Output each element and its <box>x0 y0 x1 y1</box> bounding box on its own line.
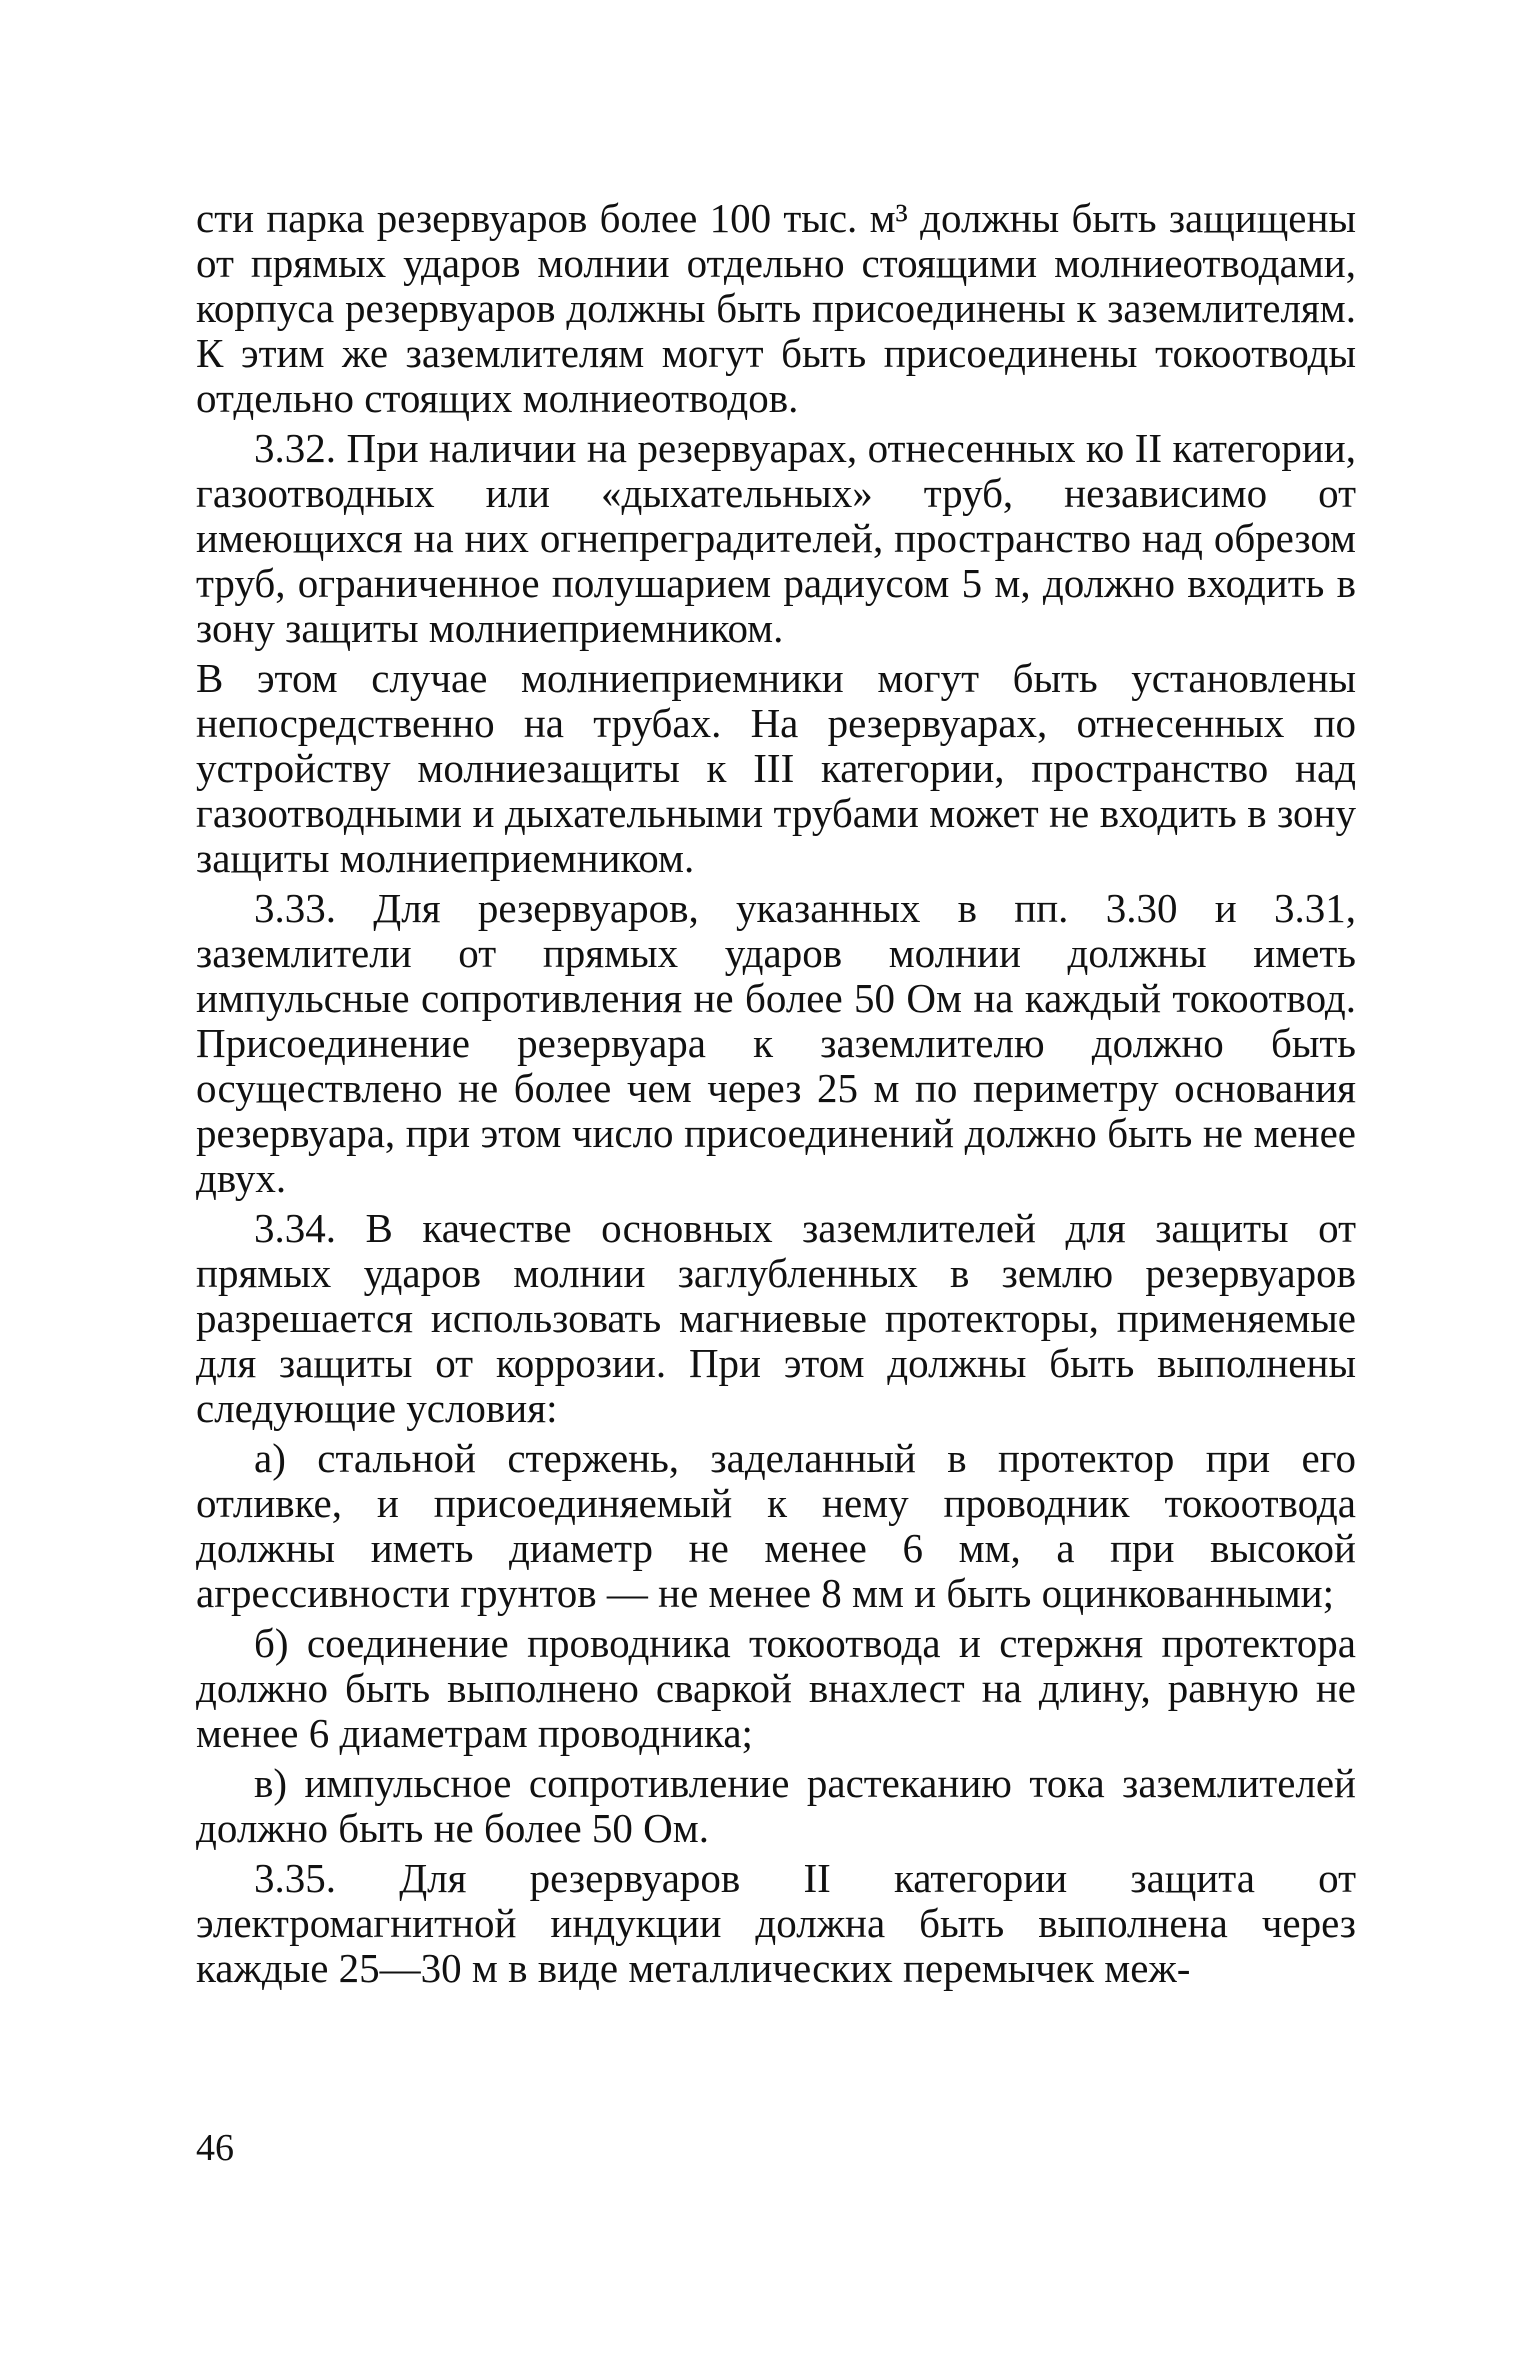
list-item-b: б) соединение проводника токоотвода и стержня протектора должно быть выполнено сваркой внахлест на длину, равную не менее 6 диаметрам проводника; <box>196 1620 1356 1756</box>
paragraph-3-32-cont: В этом случае молниеприемники могут быть установлены непосредственно на трубах. На резервуарах, отнесенных по устройству молниезащиты к III категории, пространство над газоотводными и дыхательными трубами может не входить в зону защиты молниеприемником. <box>196 655 1356 881</box>
paragraph-3-34: 3.34. В качестве основных заземлителей для защиты от прямых ударов молнии заглубленных в землю резервуаров разрешается использовать магниевые протекторы, применяемые для защиты от коррозии. При этом должны быть выполнены следующие условия: <box>196 1205 1356 1431</box>
paragraph-3-35: 3.35. Для резервуаров II категории защита от электромагнитной индукции должна быть выполнена через каждые 25—30 м в виде металлических перемычек меж- <box>196 1855 1356 1991</box>
paragraph-3-32: 3.32. При наличии на резервуарах, отнесенных ко II категории, газоотводных или «дыхательных» труб, независимо от имеющихся на них огнепреградителей, пространство над обрезом труб, ограниченное полушарием радиусом 5 м, должно входить в зону защиты молниеприемником. <box>196 425 1356 651</box>
list-item-a: а) стальной стержень, заделанный в протектор при его отливке, и присоединяемый к нему проводник токоотвода должны иметь диаметр не менее 6 мм, а при высокой агрессивности грунтов — не менее 8 мм и быть оцинкованными; <box>196 1435 1356 1616</box>
paragraph-continuation: сти парка резервуаров более 100 тыс. м³ должны быть защищены от прямых ударов молнии отдельно стоящими молниеотводами, корпуса резервуаров должны быть присоединены к заземлителям. К этим же заземлителям могут быть присоединены токоотводы отдельно стоящих молниеотводов. <box>196 195 1356 421</box>
paragraph-3-33: 3.33. Для резервуаров, указанных в пп. 3.30 и 3.31, заземлители от прямых ударов молнии должны иметь импульсные сопротивления не более 50 Ом на каждый токоотвод. Присоединение резервуара к заземлителю должно быть осуществлено не более чем через 25 м по периметру основания резервуара, при этом число присоединений должно быть не менее двух. <box>196 885 1356 1201</box>
list-item-v: в) импульсное сопротивление растеканию тока заземлителей должно быть не более 50 Ом. <box>196 1760 1356 1851</box>
body-text <box>196 196 1356 1996</box>
page-number: 46 <box>196 2127 234 2169</box>
